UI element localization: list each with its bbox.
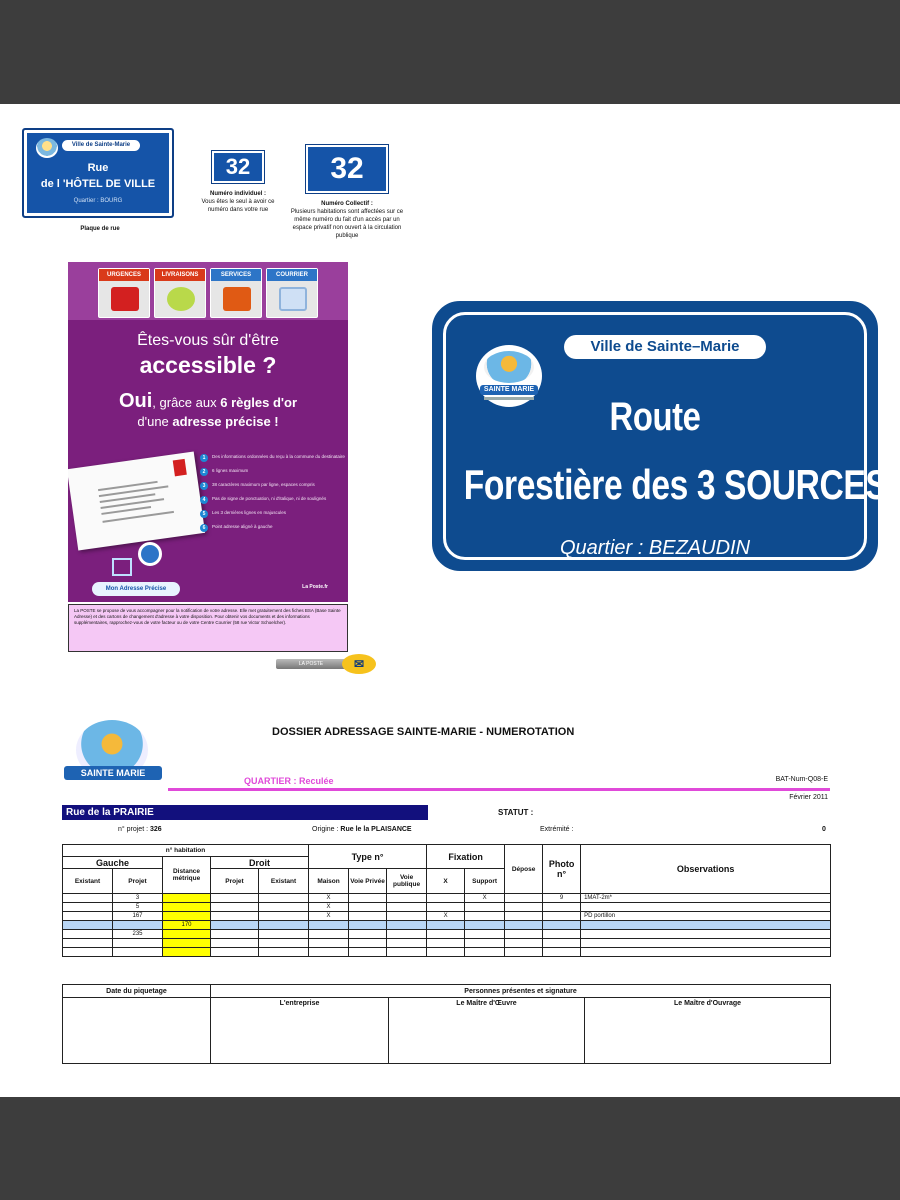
cell-droit-projet — [211, 948, 259, 957]
plaque-caption: Plaque de rue — [80, 226, 120, 232]
cell-distance — [163, 948, 211, 957]
flyer-answer-bold: 6 règles d'or — [220, 395, 298, 410]
collective-number-title: Numéro Collectif : — [321, 201, 373, 207]
maitre-oeuvre-label: Le Maître d'Œuvre — [456, 1000, 517, 1007]
category-urgences — [98, 268, 150, 318]
collective-number-sign: 32 — [306, 145, 388, 193]
cell-gauche-existant — [63, 912, 113, 921]
statut-label: STATUT : — [498, 808, 534, 817]
cell-maison — [309, 939, 349, 948]
dossier-ref: BAT-Num-Q08-E — [775, 776, 828, 783]
cell-droit-existant — [259, 903, 309, 912]
cell-observations — [581, 903, 831, 912]
flyer-question-line1: Êtes-vous sûr d'être — [137, 332, 279, 349]
header-distance: Distance métrique — [163, 857, 211, 894]
cell-fixation-support: X — [465, 894, 505, 903]
date-piquetage-header: Date du piquetage — [63, 985, 211, 998]
header-voie-publique: Voie publique — [387, 869, 427, 894]
rule-item — [200, 524, 346, 530]
cell-gauche-projet: 5 — [113, 903, 163, 912]
dossier-date: Février 2011 — [789, 794, 828, 801]
cell-gauche-existant — [63, 903, 113, 912]
cell-depose — [505, 912, 543, 921]
cell-observations — [581, 948, 831, 957]
origine-label: Origine : — [312, 826, 339, 833]
cell-voie-publique — [387, 894, 427, 903]
cell-fixation-support — [465, 903, 505, 912]
flyer-answer-oui: Oui — [118, 390, 153, 412]
flyer-answer-mid: , grâce aux — [152, 395, 221, 410]
rule-text: Point adresse aligné à gauche — [212, 524, 273, 529]
maitre-oeuvre-cell — [389, 998, 585, 1064]
table-row — [63, 930, 831, 939]
cell-droit-existant — [259, 930, 309, 939]
rule-text: Des informations ordonnées du reçu à la commune du destinataire — [212, 454, 345, 459]
projet-meta — [118, 826, 162, 833]
big-plate-city: Ville de Sainte–Marie — [564, 335, 766, 359]
logo-word: SAINTE MARIE — [480, 385, 538, 395]
entreprise-label: L'entreprise — [279, 1000, 320, 1007]
origine-value: Rue le la PLAISANCE — [340, 826, 412, 833]
cell-fixation-x: X — [427, 912, 465, 921]
cell-droit-existant — [259, 939, 309, 948]
cell-gauche-existant — [63, 894, 113, 903]
cell-distance — [163, 894, 211, 903]
cell-fixation-x — [427, 948, 465, 957]
projet-value: 326 — [150, 826, 162, 833]
header-voie-privee: Voie Privée — [349, 869, 387, 894]
table-row-highlighted — [63, 921, 831, 930]
header-gauche-existant: Existant — [63, 869, 113, 894]
category-courrier — [266, 268, 318, 318]
category-services — [210, 268, 262, 318]
table-row — [63, 939, 831, 948]
header-x: X — [427, 869, 465, 894]
cell-droit-existant — [259, 921, 309, 930]
header-gauche: Gauche — [63, 857, 163, 869]
cell-droit-projet — [211, 930, 259, 939]
extremite-meta — [540, 826, 573, 833]
cell-photo — [543, 948, 581, 957]
collective-number-desc: Plusieurs habitations sont affectées sur ce même numéro du fait d'un accès par un espace privatif non ouvert à la circulation publique — [290, 209, 404, 239]
cell-depose — [505, 894, 543, 903]
house-icon — [112, 558, 132, 576]
cell-voie-privee — [349, 939, 387, 948]
cell-fixation-support — [465, 939, 505, 948]
rule-text: Les 3 dernières lignes en majuscules — [212, 510, 287, 515]
big-plate-line1: Route — [609, 395, 701, 439]
rule-item — [200, 482, 346, 488]
rule-item — [200, 510, 346, 516]
cell-photo: 9 — [543, 894, 581, 903]
collective-number-text — [290, 200, 404, 240]
table-row — [63, 912, 831, 921]
flyer-info-box: La POSTE se propose de vous accompagner pour la notification de votre adresse. Elle met gratuitement des fiches BSA (Base Sainte Adresse) et des cartons de changement d'adresse à votre disposition. Pour obtenir vos documents et des informations supplémentaires, rapprochez-vous de votre facteur ou de votre Centre Courrier (58 rue Victor Schoelcher). — [68, 604, 348, 652]
entreprise-cell — [211, 998, 389, 1064]
cell-droit-projet — [211, 939, 259, 948]
cell-fixation-x — [427, 930, 465, 939]
cell-fixation-support — [465, 930, 505, 939]
extremite-value — [822, 826, 826, 833]
flyer-answer-line1 — [68, 390, 348, 413]
cell-photo — [543, 939, 581, 948]
city-logo-icon — [36, 138, 58, 158]
rule-number-4: 4 — [200, 496, 208, 504]
date-piquetage-cell — [63, 998, 211, 1064]
big-plate-line2: Forestière des 3 SOURCES — [463, 461, 888, 508]
cell-gauche-projet: 235 — [113, 930, 163, 939]
cell-gauche-existant — [63, 939, 113, 948]
header-droit-projet: Projet — [211, 869, 259, 894]
rule-number-1: 1 — [200, 454, 208, 462]
small-plate-line2: de l 'HÔTEL DE VILLE — [40, 178, 156, 190]
dossier-quartier: QUARTIER : Reculée — [244, 776, 334, 786]
cell-gauche-existant — [63, 930, 113, 939]
cell-voie-publique — [387, 912, 427, 921]
la-poste-bird-icon: ✉ — [342, 654, 376, 674]
stamp-icon — [173, 459, 187, 477]
cell-droit-existant — [259, 894, 309, 903]
big-plate-quartier: Quartier : BEZAUDIN — [559, 537, 751, 559]
projet-label: n° projet : — [118, 826, 149, 833]
cell-voie-privee — [349, 894, 387, 903]
cell-photo — [543, 921, 581, 930]
cell-voie-publique — [387, 903, 427, 912]
cell-distance: 170 — [163, 921, 211, 930]
cell-voie-publique — [387, 948, 427, 957]
header-gauche-projet: Projet — [113, 869, 163, 894]
header-support: Support — [465, 869, 505, 894]
cell-fixation-x — [427, 903, 465, 912]
delivery-scooter-icon — [167, 287, 195, 311]
individual-number-text — [198, 190, 278, 214]
cell-voie-publique — [387, 930, 427, 939]
cell-voie-privee — [349, 930, 387, 939]
numbering-table — [62, 844, 831, 957]
category-livraisons — [154, 268, 206, 318]
rule-item — [200, 454, 346, 460]
cell-voie-privee — [349, 903, 387, 912]
dossier-logo — [64, 720, 162, 790]
header-observations: Observations — [581, 845, 831, 894]
category-label: COURRIER — [267, 269, 317, 281]
maitre-ouvrage-label: Le Maître d'Ouvrage — [673, 1000, 742, 1007]
cell-droit-existant — [259, 912, 309, 921]
cell-observations — [581, 939, 831, 948]
cell-distance — [163, 903, 211, 912]
cell-fixation-support — [465, 921, 505, 930]
cell-voie-publique — [387, 921, 427, 930]
small-plate-line1: Rue — [87, 162, 109, 174]
cell-maison: X — [309, 903, 349, 912]
rule-number-6: 6 — [200, 524, 208, 532]
table-row — [63, 903, 831, 912]
individual-number-desc: Vous êtes le seul à avoir ce numéro dans votre rue — [201, 199, 275, 213]
category-label: URGENCES — [99, 269, 149, 281]
category-label: SERVICES — [211, 269, 261, 281]
rule-number-3: 3 — [200, 482, 208, 490]
small-street-plate — [22, 128, 174, 218]
cell-droit-projet — [211, 921, 259, 930]
cell-depose — [505, 921, 543, 930]
extremite-value-text: 0 — [822, 826, 826, 833]
extremite-label: Extrémité : — [540, 826, 574, 833]
laposte-site-label: La Poste.fr — [302, 584, 328, 590]
cell-observations: 1MAT-2m* — [581, 894, 831, 903]
persons-signature-header: Personnes présentes et signature — [211, 985, 831, 998]
header-depose: Dépose — [505, 845, 543, 894]
cell-droit-projet — [211, 912, 259, 921]
mon-adresse-precise-logo: Mon Adresse Précise — [92, 582, 180, 596]
flyer-answer-line2-bold: adresse précise ! — [172, 414, 279, 429]
cell-distance — [163, 939, 211, 948]
rule-item — [200, 496, 346, 502]
cell-depose — [505, 948, 543, 957]
individual-number-title: Numéro individuel : — [209, 191, 266, 197]
cell-distance — [163, 930, 211, 939]
cell-voie-privee — [349, 912, 387, 921]
cell-fixation-x — [427, 939, 465, 948]
cell-fixation-support — [465, 912, 505, 921]
rue-name-bar: Rue de la PRAIRIE — [62, 805, 428, 820]
cell-gauche-projet — [113, 939, 163, 948]
cell-maison — [309, 948, 349, 957]
dossier-title: DOSSIER ADRESSAGE SAINTE-MARIE - NUMEROTATION — [272, 726, 575, 738]
cell-fixation-x — [427, 894, 465, 903]
cell-photo — [543, 912, 581, 921]
cell-photo — [543, 930, 581, 939]
cell-voie-publique — [387, 939, 427, 948]
cell-maison: X — [309, 912, 349, 921]
header-droit-existant: Existant — [259, 869, 309, 894]
golden-rules-list — [200, 454, 346, 538]
small-plate-city: Ville de Sainte-Marie — [62, 140, 140, 151]
individual-number-sign: 32 — [212, 151, 264, 183]
rule-text: 6 lignes maximum — [212, 468, 249, 473]
header-droit: Droit — [211, 857, 309, 869]
envelope-illustration — [68, 451, 205, 550]
cell-droit-projet — [211, 894, 259, 903]
cell-depose — [505, 903, 543, 912]
cell-gauche-projet: 3 — [113, 894, 163, 903]
fire-truck-icon — [111, 287, 139, 311]
cell-gauche-existant — [63, 921, 113, 930]
cell-maison: X — [309, 894, 349, 903]
cell-droit-projet — [211, 903, 259, 912]
magnifier-icon — [138, 542, 162, 566]
la-poste-label: LA POSTE — [276, 659, 346, 669]
plate-inner-border — [443, 312, 888, 560]
la-poste-logo — [276, 654, 376, 674]
cell-observations — [581, 930, 831, 939]
cell-gauche-projet — [113, 948, 163, 957]
rule-number-2: 2 — [200, 468, 208, 476]
header-type: Type n° — [309, 845, 427, 869]
cell-voie-privee — [349, 948, 387, 957]
rule-text: Pas de signe de ponctuation, ni d'italique, ni de soulignés — [212, 496, 327, 501]
flyer-category-bar — [68, 262, 348, 320]
signature-table — [62, 984, 831, 1064]
cell-droit-existant — [259, 948, 309, 957]
cell-gauche-projet: 167 — [113, 912, 163, 921]
cell-maison — [309, 930, 349, 939]
header-photo: Photo n° — [543, 845, 581, 894]
pink-divider — [168, 788, 830, 791]
cell-distance — [163, 912, 211, 921]
rule-item — [200, 468, 346, 474]
big-street-plate — [432, 301, 888, 571]
la-poste-flyer — [68, 262, 348, 602]
rule-text: 38 caractères maximum par ligne, espaces compris — [212, 482, 315, 487]
cell-gauche-existant — [63, 948, 113, 957]
header-fixation: Fixation — [427, 845, 505, 869]
cell-observations — [581, 921, 831, 930]
header-habitation: n° habitation — [63, 845, 309, 857]
cell-gauche-projet — [113, 921, 163, 930]
dossier-logo-word: SAINTE MARIE — [64, 766, 162, 780]
table-row — [63, 894, 831, 903]
flyer-answer-line2 — [68, 414, 348, 429]
category-label: LIVRAISONS — [155, 269, 205, 281]
cell-depose — [505, 939, 543, 948]
cell-observations: PD portillon — [581, 912, 831, 921]
cell-depose — [505, 930, 543, 939]
cell-photo — [543, 903, 581, 912]
cell-voie-privee — [349, 921, 387, 930]
cell-fixation-x — [427, 921, 465, 930]
document-sheet — [0, 104, 900, 1097]
cell-fixation-support — [465, 948, 505, 957]
flyer-answer-line2-pre: d'une — [137, 414, 173, 429]
flyer-question-line2: accessible ? — [139, 352, 277, 378]
logo-sun-icon — [484, 351, 534, 383]
small-plate-quartier: Quartier : BOURG — [73, 198, 123, 204]
maitre-ouvrage-cell — [585, 998, 831, 1064]
envelope-icon — [279, 287, 307, 311]
table-row — [63, 948, 831, 957]
origine-meta — [312, 826, 412, 833]
tools-icon — [223, 287, 251, 311]
header-maison: Maison — [309, 869, 349, 894]
rule-number-5: 5 — [200, 510, 208, 518]
cell-maison — [309, 921, 349, 930]
